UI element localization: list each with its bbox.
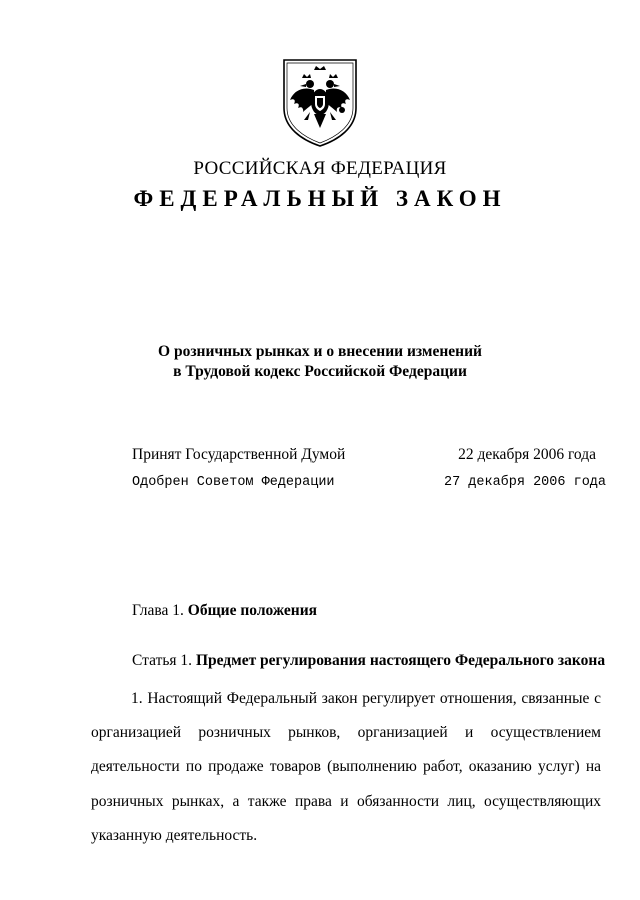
paragraph-line: организацией розничных рынков, организацией и осуществлением bbox=[91, 724, 601, 742]
council-approval-date: 27 декабря 2006 года bbox=[443, 475, 606, 490]
paragraph-line: 1. Настоящий Федеральный закон регулирует отношения, связанные с bbox=[131, 690, 601, 707]
chapter-number: Глава 1. bbox=[132, 602, 184, 619]
law-title bbox=[0, 342, 640, 382]
law-title-line-1: О розничных рынках и о внесении изменений bbox=[158, 343, 482, 360]
paragraph-line: указанную деятельность. bbox=[91, 826, 258, 844]
duma-adoption-label: Принят Государственной Думой bbox=[132, 446, 346, 463]
state-name: РОССИЙСКАЯ ФЕДЕРАЦИЯ bbox=[193, 158, 447, 179]
law-title-line-2: в Трудовой кодекс Российской Федерации bbox=[173, 363, 467, 380]
article-paragraph bbox=[91, 682, 601, 853]
duma-adoption-date: 22 декабря 2006 года bbox=[458, 446, 596, 463]
article-number: Статья 1. bbox=[132, 652, 193, 669]
chapter-title: Общие положения bbox=[187, 602, 318, 619]
paragraph-line: деятельности по продаже товаров (выполнению работ, оказанию услуг) на bbox=[91, 758, 601, 776]
chapter-heading bbox=[132, 602, 317, 620]
double-headed-eagle-icon bbox=[278, 56, 362, 148]
article-title: Предмет регулирования настоящего Федерального закона bbox=[195, 652, 606, 669]
document-type: ФЕДЕРАЛЬНЫЙ ЗАКОН bbox=[133, 186, 507, 211]
article-heading bbox=[132, 652, 605, 670]
paragraph-line: розничных рынках, а также права и обязанности лиц, осуществляющих bbox=[91, 792, 601, 810]
council-approval-label: Одобрен Советом Федерации bbox=[132, 475, 335, 490]
